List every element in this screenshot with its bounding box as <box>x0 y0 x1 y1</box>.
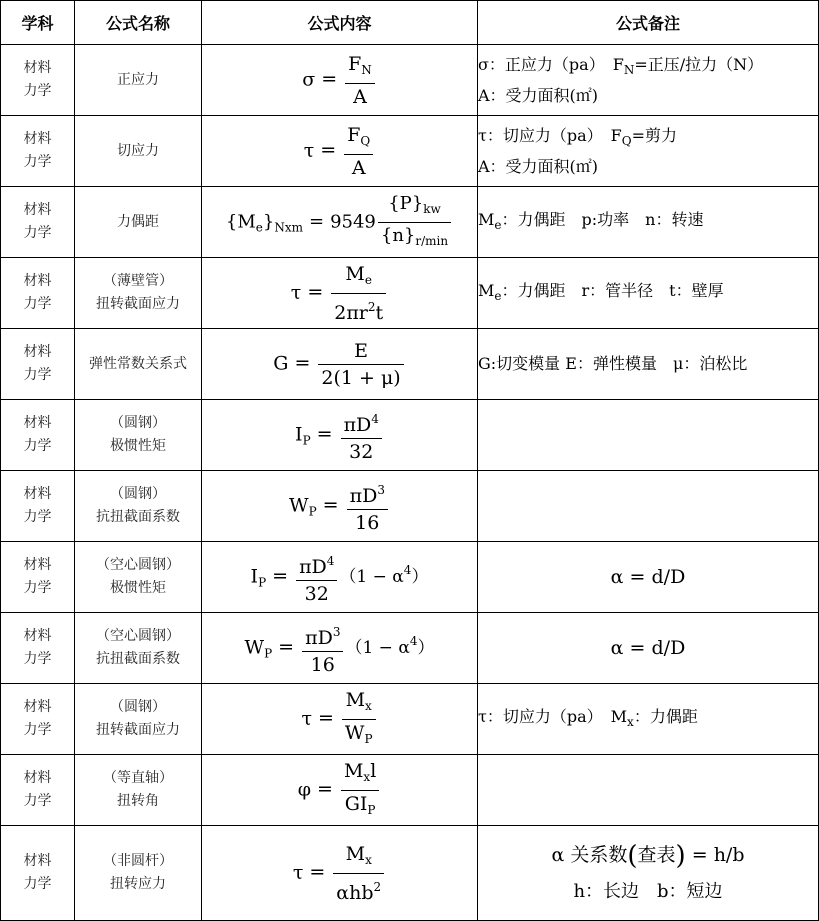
table-row <box>1 329 819 400</box>
subject-cell: 材料 力学 <box>1 400 75 471</box>
table-row <box>1 684 819 755</box>
formula-note-cell <box>478 755 819 826</box>
formula-note-cell: τ：切应力（pa） $F_Q=$剪力 A：受力面积(㎡) <box>478 116 819 187</box>
subject-cell: 材料 力学 <box>1 755 75 826</box>
header-subject: 学科 <box>1 1 75 45</box>
subject-cell: 材料 力学 <box>1 826 75 921</box>
sides-note: h：长边 b：短边 <box>573 880 723 902</box>
formula-note-cell: $M_e$：力偶距 r：管半径 t：壁厚 <box>478 258 819 329</box>
subject-cell: 材料 力学 <box>1 187 75 258</box>
formula-normal-stress: σ = $\frac{F_N}{A}$ <box>202 45 478 116</box>
formula-noncircular-torsion: τ = $\frac{M_x}{\alpha hb^2}$ <box>202 826 478 921</box>
formula-torsion-stress: τ = $\frac{M_x}{W_P}$ <box>202 684 478 755</box>
table-row <box>1 613 819 684</box>
formula-name-cell: 弹性常数关系式 <box>75 329 202 400</box>
subject-cell: 材料 力学 <box>1 329 75 400</box>
table-row <box>1 542 819 613</box>
formula-name-cell: 力偶距 <box>75 187 202 258</box>
formula-note-cell <box>478 471 819 542</box>
formula-note-cell <box>478 400 819 471</box>
table-row <box>1 400 819 471</box>
formula-polar-moment: $I_P$ = $\frac{\pi D^4}{32}$ <box>202 400 478 471</box>
table-row <box>1 826 819 921</box>
header-formula-note: 公式备注 <box>478 1 819 45</box>
subject-cell: 材料 力学 <box>1 258 75 329</box>
formula-note-cell <box>478 826 819 921</box>
formula-name-cell: （薄壁管） 扭转截面应力 <box>75 258 202 329</box>
formula-name-cell: （空心圆钢） 抗扭截面系数 <box>75 613 202 684</box>
table-row <box>1 187 819 258</box>
coefficient-note: α 关系数(查表) = h/b <box>551 840 745 871</box>
table-row <box>1 116 819 187</box>
formula-name-cell: 正应力 <box>75 45 202 116</box>
formula-note-cell: σ：正应力（pa） $F_N=$正压/拉力（N） A：受力面积(㎡) <box>478 45 819 116</box>
formula-elastic-constants: G = $\frac{E}{2(1 + \mu)}$ <box>202 329 478 400</box>
header-row <box>1 1 819 45</box>
formula-name-cell: （圆钢） 抗扭截面系数 <box>75 471 202 542</box>
formula-shear-stress: τ = $\frac{F_Q}{A}$ <box>202 116 478 187</box>
subject-cell: 材料 力学 <box>1 45 75 116</box>
formula-thin-tube-torsion: τ = $\frac{M_e}{2\pi r^2t}$ <box>202 258 478 329</box>
formula-note-cell: $M_e$：力偶距 p:功率 n：转速 <box>478 187 819 258</box>
formula-name-cell: （非圆杆） 扭转应力 <box>75 826 202 921</box>
subject-cell: 材料 力学 <box>1 542 75 613</box>
formula-name-cell: （圆钢） 极惯性矩 <box>75 400 202 471</box>
table-row <box>1 258 819 329</box>
formula-name-cell: （空心圆钢） 极惯性矩 <box>75 542 202 613</box>
formula-hollow-section-modulus: $W_P$ = $\frac{\pi D^3}{16}$ $(1 - \alpha^4)$ <box>202 613 478 684</box>
formula-couple-moment: $\{M_e\}_{Nxm} = 9549$ $\frac{\{P\}_{kw}}{\{n\}_{r/min}}$ <box>202 187 478 258</box>
formula-section-modulus: $W_P$ = $\frac{\pi D^3}{16}$ <box>202 471 478 542</box>
subject-cell: 材料 力学 <box>1 684 75 755</box>
formula-hollow-polar-moment: $I_P$ = $\frac{\pi D^4}{32}$ $(1 - \alpha^4)$ <box>202 542 478 613</box>
formula-torsion-angle: φ = $\frac{M_xl}{GI_P}$ <box>202 755 478 826</box>
table-row <box>1 45 819 116</box>
formula-note-cell: α = d/D <box>478 542 819 613</box>
subject-cell: 材料 力学 <box>1 471 75 542</box>
formula-name-cell: （等直轴） 扭转角 <box>75 755 202 826</box>
table-row <box>1 755 819 826</box>
formula-note-cell: α = d/D <box>478 613 819 684</box>
table-row <box>1 471 819 542</box>
subject-cell: 材料 力学 <box>1 613 75 684</box>
formula-note-cell: G:切变模量 E：弹性模量 μ：泊松比 <box>478 329 819 400</box>
formula-note-cell: τ：切应力（pa） $M_x$：力偶距 <box>478 684 819 755</box>
formula-name-cell: （圆钢） 扭转截面应力 <box>75 684 202 755</box>
header-formula-content: 公式内容 <box>202 1 478 45</box>
subject-cell: 材料 力学 <box>1 116 75 187</box>
formula-name-cell: 切应力 <box>75 116 202 187</box>
header-formula-name: 公式名称 <box>75 1 202 45</box>
